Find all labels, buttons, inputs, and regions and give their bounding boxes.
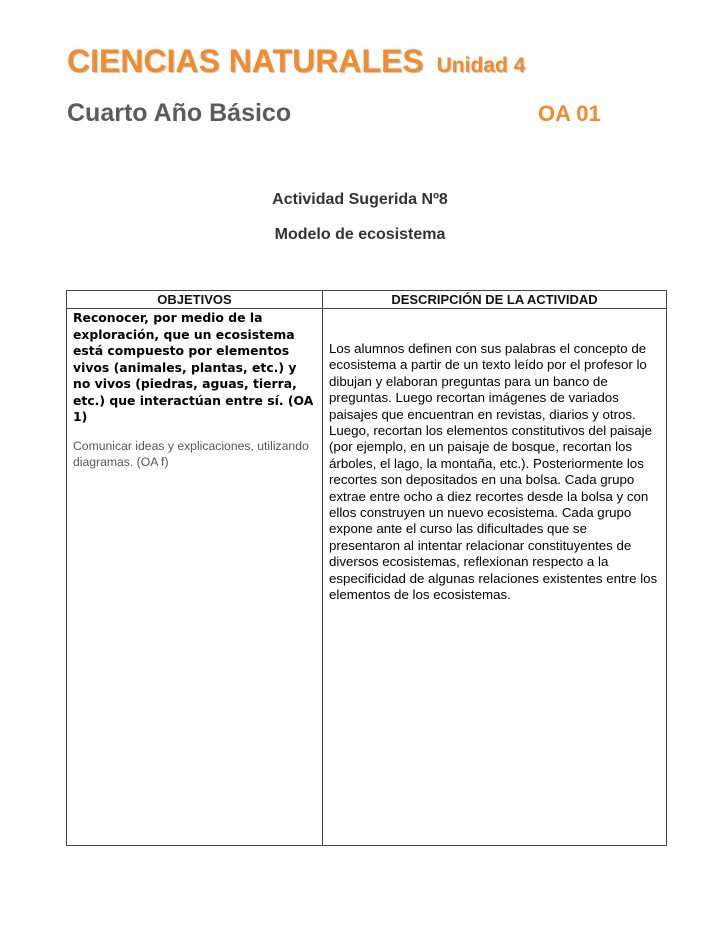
oa-code: OA 01: [538, 101, 601, 126]
objectives-header: OBJETIVOS: [67, 291, 323, 309]
activity-table: [66, 290, 667, 846]
objective-secondary: Comunicar ideas y explicaciones, utilizando diagramas. (OA f): [73, 438, 309, 469]
description-header: DESCRIPCIÓN DE LA ACTIVIDAD: [323, 291, 667, 309]
objectives-cell: [67, 309, 323, 846]
subject-title: CIENCIAS NATURALES: [67, 43, 424, 79]
activity-description: Los alumnos definen con sus palabras el concepto de ecosistema a partir de un texto leído por el profesor lo dibujan y elaboran preguntas para un banco de preguntas. Luego recortan imágenes de variados paisajes que encuentran en revistas, diarios y otros. Luego, recortan los elementos constitutivos del paisaje (por ejemplo, en un paisaje de bosque, recortan los árboles, el lago, la montaña, etc.). Posteriormente los recortes son depositados en una bolsa. Cada grupo extrae entre ocho a diez recortes desde la bolsa y con ellos construyen un nuevo ecosistema. Cada grupo expone ante el curso las dificultades que se presentaron al intentar relacionar constituyentes de diversos ecosistemas, reflexionan respecto a la especificidad de algunas relaciones existentes entre los elementos de los ecosistemas.: [329, 341, 658, 603]
page-title: [67, 41, 525, 86]
table-header-row: [67, 291, 667, 309]
table-row: [67, 309, 667, 846]
grade-level: Cuarto Año Básico: [67, 99, 292, 127]
unit-label: Unidad 4: [436, 54, 526, 77]
activity-title: Actividad Sugerida Nº8: [272, 191, 448, 208]
activity-subtitle: Modelo de ecosistema: [274, 226, 446, 243]
objective-main: Reconocer, por medio de la exploración, que un ecosistema está compuesto por elementos vivos (animales, plantas, etc.) y no vivos (piedras, aguas, tierra, etc.) que interactúan entre sí. (OA 1): [73, 310, 314, 424]
description-cell: [323, 309, 667, 846]
